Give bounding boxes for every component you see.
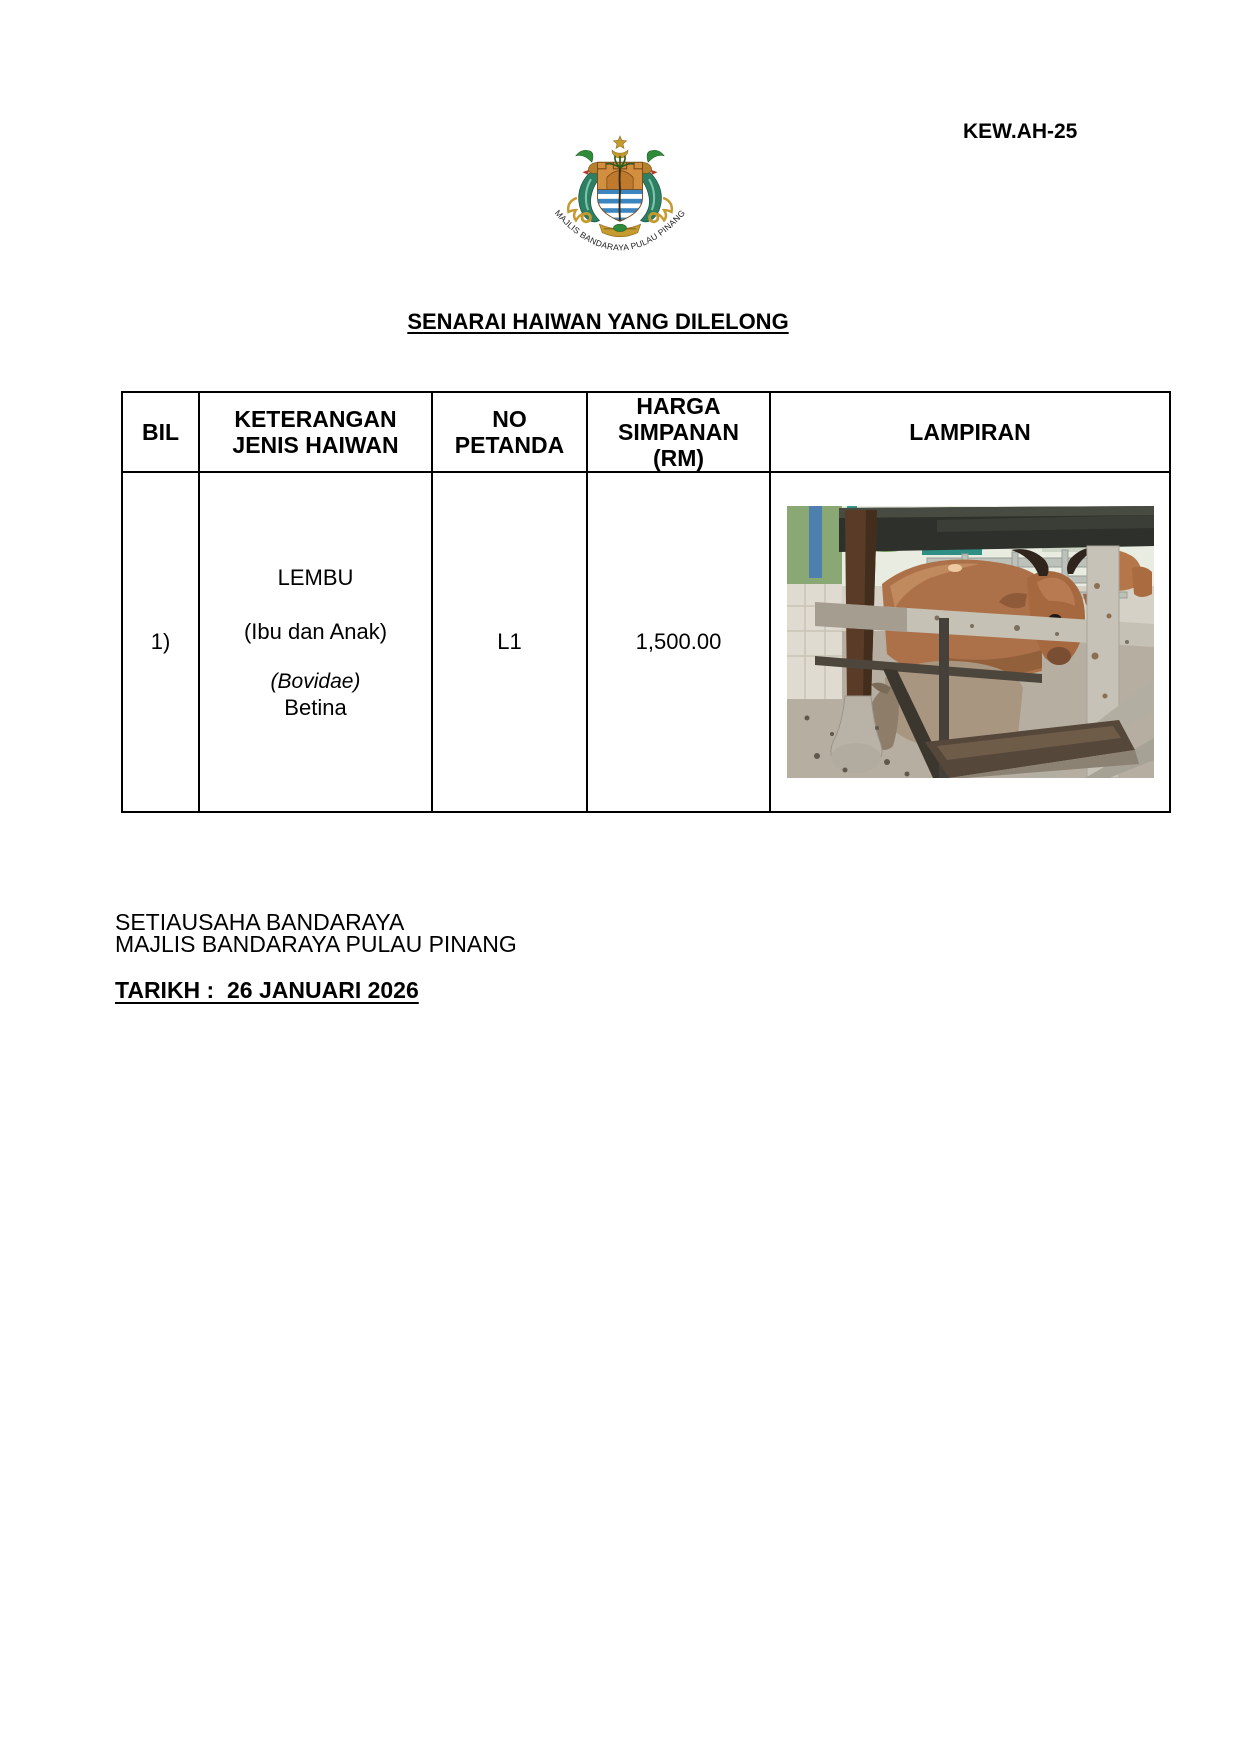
penang-city-council-crest-icon xyxy=(545,130,695,262)
signatory-title: SETIAUSAHA BANDARAYA xyxy=(115,909,405,935)
animal-family: (Bovidae) xyxy=(270,669,361,693)
signatory-organisation: MAJLIS BANDARAYA PULAU PINANG xyxy=(115,931,517,957)
cow-with-calf-photo xyxy=(787,506,1154,778)
cell-keterangan xyxy=(199,472,432,812)
table-header-row xyxy=(122,392,1170,472)
header-bil: BIL xyxy=(122,392,199,472)
form-code: KEW.AH-25 xyxy=(963,120,1078,143)
header-keterangan: KETERANGAN JENIS HAIWAN xyxy=(199,392,432,472)
crest-caption: MAJLIS BANDARAYA PULAU PINANG xyxy=(552,207,688,253)
animal-sex: Betina xyxy=(284,694,347,720)
date-line: TARIKH : 26 JANUARI 2026 xyxy=(115,977,419,1003)
header-lampiran: LAMPIRAN xyxy=(770,392,1170,472)
auction-animals-table xyxy=(121,391,1171,813)
page-title: SENARAI HAIWAN YANG DILELONG xyxy=(407,309,789,334)
animal-name: LEMBU xyxy=(277,564,354,590)
header-harga-simpanan: HARGA SIMPANAN (RM) xyxy=(587,392,770,472)
cell-no-petanda: L1 xyxy=(432,472,587,812)
table-row xyxy=(122,472,1170,812)
header-no-petanda: NO PETANDA xyxy=(432,392,587,472)
cell-lampiran xyxy=(770,472,1170,812)
animal-detail: (Ibu dan Anak) xyxy=(243,618,388,644)
cell-harga: 1,500.00 xyxy=(587,472,770,812)
crest-logo xyxy=(545,130,695,265)
cell-bil: 1) xyxy=(122,472,199,812)
